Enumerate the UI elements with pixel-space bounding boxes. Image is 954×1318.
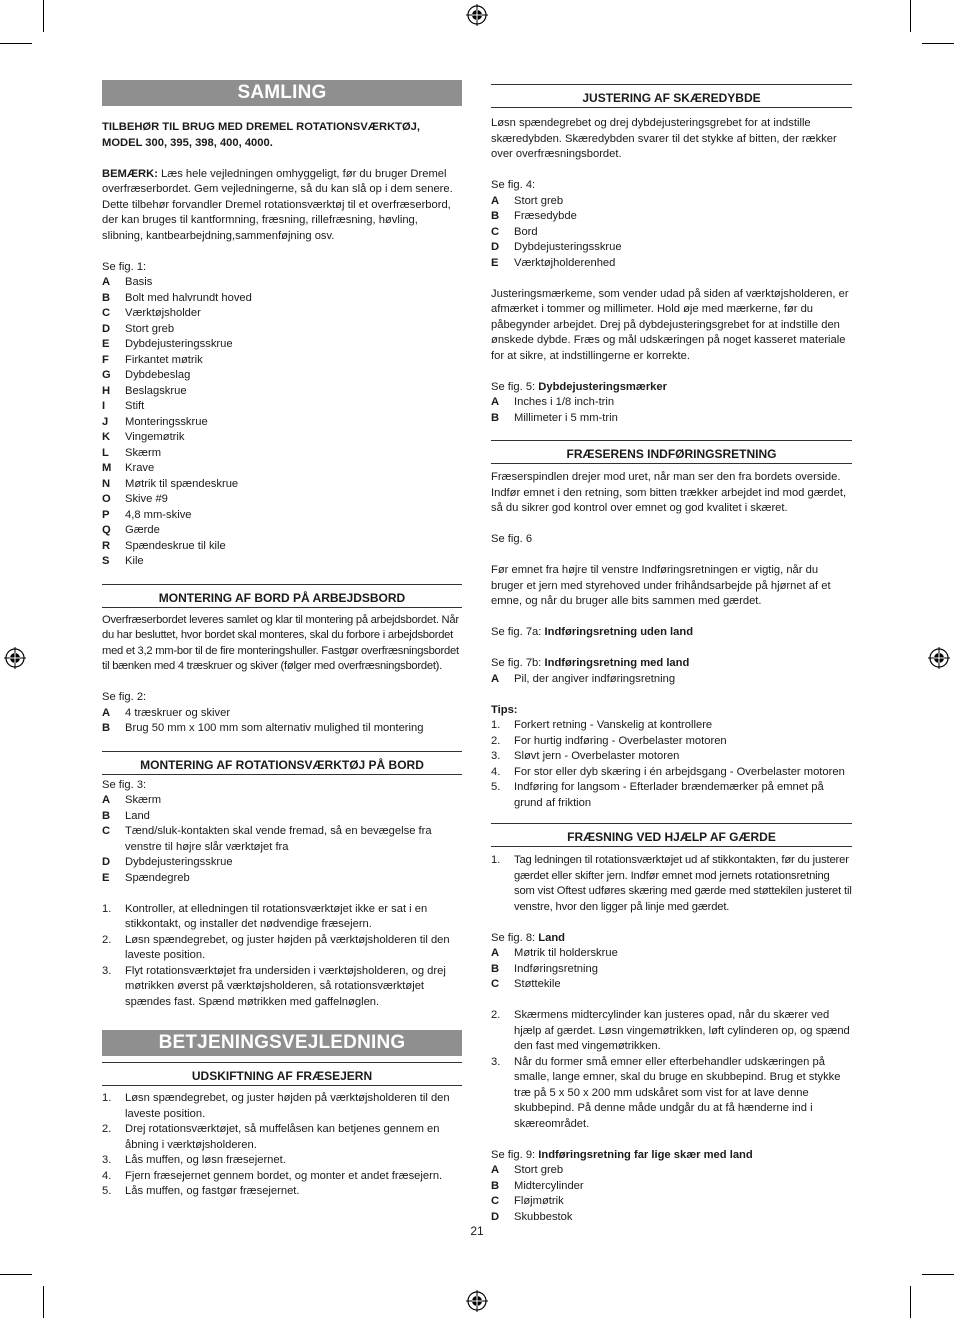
list-item bbox=[102, 322, 462, 338]
item-number: 2. bbox=[491, 734, 501, 747]
fig3-list bbox=[102, 793, 462, 886]
list-item bbox=[102, 384, 462, 400]
list-item bbox=[102, 291, 462, 307]
step-number: 1. bbox=[491, 854, 501, 866]
step-text: Tag ledningen til rotationsværktøjet ud af stikkontakten, før du justerer gærdet eller skifter jern. Indfør emnet mod jernets rotationsretning som vist Oftest udføres skæring med gærde med støttekilen justeret til venstre, hvor den ligger på linje med gærdet. bbox=[514, 854, 852, 913]
item-text: Møtrik til holderskrue bbox=[514, 947, 618, 959]
list-item bbox=[491, 256, 852, 272]
item-text: Gærde bbox=[125, 524, 160, 536]
crop-mark bbox=[910, 0, 911, 32]
item-label: C bbox=[491, 978, 500, 990]
note-label: BEMÆRK: bbox=[102, 167, 158, 180]
note-paragraph bbox=[102, 167, 462, 245]
crop-mark bbox=[43, 0, 44, 32]
registration-mark-icon bbox=[4, 647, 26, 669]
fig9-list bbox=[491, 1163, 852, 1225]
item-text: Stort greb bbox=[125, 322, 175, 335]
item-text: Midtercylinder bbox=[514, 1179, 584, 1192]
depth-text: Løsn spændegrebet og drej dybdejusteringsgrebet for at indstille skæredybden. Skæredybden svarer til det stykke af bitten, der rækker over overfræsningsbordet. bbox=[491, 117, 837, 160]
fig7b-ref-prefix: Se fig. 7b: bbox=[491, 657, 545, 669]
item-text: Inches i 1/8 inch-trin bbox=[514, 396, 615, 408]
list-item bbox=[491, 1179, 852, 1195]
item-text: Krave bbox=[125, 462, 155, 474]
item-text: Fløjmøtrik bbox=[514, 1195, 564, 1207]
item-text: Løsn spændegrebet, og juster højden på værktøjsholderen til den laveste position. bbox=[125, 1092, 450, 1120]
item-label: H bbox=[102, 384, 111, 397]
fig9-ref-prefix: Se fig. 9: bbox=[491, 1148, 539, 1161]
item-text: For hurtig indføring - Overbelaster motoren bbox=[514, 734, 727, 747]
list-item bbox=[102, 523, 462, 539]
item-number: 5. bbox=[102, 1185, 112, 1197]
fig7a-ref bbox=[491, 625, 852, 641]
depth-heading: JUSTERING AF SKÆREDYBDE bbox=[491, 84, 852, 108]
item-label: F bbox=[102, 353, 109, 366]
item-label: B bbox=[491, 210, 500, 222]
list-item bbox=[491, 1055, 852, 1133]
item-text: Fjern fræsejernet gennem bordet, og monter et andet fræsejern. bbox=[125, 1169, 443, 1182]
item-text: Skive #9 bbox=[125, 493, 168, 505]
item-text: Basis bbox=[125, 276, 153, 288]
fig6-ref: Se fig. 6 bbox=[491, 533, 533, 545]
page-number: 21 bbox=[470, 1224, 484, 1238]
item-text: Tænd/sluk-kontakten skal vende fremad, så en bevægelse fra venstre til højre slår værktøjet fra bbox=[125, 825, 432, 853]
item-text: Lås muffen, og fastgør fræsejernet. bbox=[125, 1185, 300, 1197]
item-text: Spændegreb bbox=[125, 871, 190, 884]
list-item bbox=[102, 554, 462, 570]
fig4-ref: Se fig. 4: bbox=[491, 179, 536, 191]
item-text: Dybdebeslag bbox=[125, 369, 191, 381]
item-number: 3. bbox=[102, 964, 112, 977]
note-text: Læs hele vejledningen omhyggeligt, før du bruger Dremel overfræserbordet. Gem vejledningerne, så du kan slå op i dem senere. Dette tilbehør forvandler Dremel rotationsværktøj til et overfræserbord, der kan bruges til kantformning, fræsning, rillefræsning, høvling, slibning, kantbearbejdning,sammenføjning osv. bbox=[102, 167, 453, 242]
list-item bbox=[491, 718, 852, 734]
list-item bbox=[491, 977, 852, 993]
fig8-ref-prefix: Se fig. 8: bbox=[491, 931, 539, 944]
item-label: B bbox=[491, 962, 500, 975]
list-item bbox=[102, 461, 462, 477]
fig2-ref: Se fig. 2: bbox=[102, 691, 147, 703]
item-text: Kile bbox=[125, 555, 144, 567]
item-number: 1. bbox=[102, 1092, 112, 1104]
fig7b-ref bbox=[491, 656, 852, 672]
list-item bbox=[102, 1091, 462, 1122]
mount-table-heading: MONTERING AF BORD PÅ ARBEJDSBORD bbox=[102, 584, 462, 608]
list-item bbox=[102, 446, 462, 462]
list-item bbox=[491, 946, 852, 962]
list-item bbox=[491, 1194, 852, 1210]
fig2-list bbox=[102, 706, 462, 737]
replace-heading: UDSKIFTNING AF FRÆSEJERN bbox=[102, 1062, 462, 1086]
item-number: 1. bbox=[102, 902, 112, 915]
list-item bbox=[102, 793, 462, 809]
list-item bbox=[102, 964, 462, 1011]
list-item bbox=[102, 809, 462, 825]
item-label: C bbox=[491, 1195, 500, 1207]
crop-mark bbox=[0, 1274, 32, 1275]
list-item bbox=[102, 353, 462, 369]
item-text: Spændeskrue til kile bbox=[125, 539, 226, 552]
list-item bbox=[491, 1210, 852, 1226]
fig7a-caption: Indføringsretning uden land bbox=[544, 626, 694, 638]
item-label: A bbox=[491, 1164, 500, 1176]
item-label: E bbox=[102, 871, 110, 884]
fig5-ref-prefix: Se fig. 5: bbox=[491, 380, 539, 393]
item-label: A bbox=[491, 396, 500, 408]
item-label: O bbox=[102, 493, 111, 505]
fig7a-ref-prefix: Se fig. 7a: bbox=[491, 626, 545, 638]
item-text: Bord bbox=[514, 225, 538, 238]
item-label: A bbox=[102, 276, 111, 288]
item-text: Når du former små emner eller efterbehandler udskæringen på smalle, lange emner, skal du bruge en skubbepind. Brug et stykke træ på 5 x 50 x 200 mm udskåret som vist for at lave denne skubbepind. På denne måde undgår du at få hænderne ind i skæreområdet. bbox=[514, 1055, 841, 1130]
item-text: Møtrik til spændeskrue bbox=[125, 477, 239, 490]
list-item bbox=[102, 368, 462, 384]
item-label: G bbox=[102, 369, 111, 381]
list-item bbox=[102, 721, 462, 737]
item-label: C bbox=[102, 825, 111, 837]
item-text: Stort greb bbox=[514, 194, 564, 207]
mount-tool-heading: MONTERING AF ROTATIONSVÆRKTØJ PÅ BORD bbox=[102, 751, 462, 775]
item-text: Millimeter i 5 mm-trin bbox=[514, 411, 618, 424]
item-number: 2. bbox=[102, 933, 112, 946]
item-text: 4,8 mm-skive bbox=[125, 508, 192, 521]
registration-mark-icon bbox=[466, 4, 488, 26]
list-item bbox=[491, 225, 852, 241]
crop-mark bbox=[0, 43, 32, 44]
accessories-heading: TILBEHØR TIL BRUG MED DREMEL ROTATIONSVÆRKTØJ, MODEL 300, 395, 398, 400, 4000. bbox=[102, 121, 421, 149]
item-label: A bbox=[491, 672, 500, 685]
replace-steps bbox=[102, 1091, 462, 1200]
list-item bbox=[102, 706, 462, 722]
fig8-list bbox=[491, 946, 852, 993]
list-item bbox=[102, 933, 462, 964]
fence-steps-2 bbox=[491, 1008, 852, 1132]
item-number: 3. bbox=[102, 1154, 112, 1166]
item-text: Firkantet møtrik bbox=[125, 353, 203, 366]
item-text: Fræsedybde bbox=[514, 210, 577, 222]
item-text: Pil, der angiver indføringsretning bbox=[514, 672, 676, 685]
mount-table-text: Overfræserbordet leveres samlet og klar til montering på arbejdsbordet. Når du har besluttet, hvor bordet skal monteres, skal du forbore i arbejdsbordet med et 3,2 mm-bor til de fire monteringshuller. Fastgør overfræsningsbordet til bænken med 4 træskruer og skiver (følger med overfræsningsbordet). bbox=[102, 613, 459, 672]
list-item bbox=[491, 194, 852, 210]
fig7b-caption: Indføringsretning med land bbox=[544, 657, 690, 669]
fig9-caption: Indføringsretning far lige skær med land bbox=[538, 1148, 753, 1161]
item-label: D bbox=[491, 241, 500, 253]
list-item bbox=[102, 1169, 462, 1185]
item-text: 4 træskruer og skiver bbox=[125, 706, 231, 719]
item-label: B bbox=[491, 1179, 500, 1192]
item-number: 4. bbox=[102, 1169, 112, 1182]
fig5-caption: Dybdejusteringsmærker bbox=[538, 380, 667, 393]
item-label: B bbox=[491, 411, 500, 424]
item-label: P bbox=[102, 508, 110, 521]
registration-mark-icon bbox=[928, 647, 950, 669]
feed-text-2: Før emnet fra højre til venstre Indføringsretningen er vigtig, når du bruger et jern med styrehoved under frihåndsarbejde på hjørnet af et emne, og når du bruger alle bits sammen med gærdet. bbox=[491, 564, 831, 607]
fig8-ref bbox=[491, 931, 852, 947]
item-label: I bbox=[102, 400, 106, 412]
list-item bbox=[491, 749, 852, 765]
list-item bbox=[102, 824, 462, 855]
crop-mark bbox=[910, 1286, 911, 1318]
fig5-ref bbox=[491, 380, 852, 396]
item-label: Q bbox=[102, 524, 111, 536]
crop-mark bbox=[922, 43, 954, 44]
item-label: C bbox=[102, 307, 111, 319]
fig5-list bbox=[491, 395, 852, 426]
samling-banner: SAMLING bbox=[102, 80, 462, 106]
item-text: Dybdejusteringsskrue bbox=[125, 338, 233, 350]
list-item bbox=[102, 508, 462, 524]
list-item bbox=[102, 1153, 462, 1169]
item-number: 1. bbox=[491, 719, 501, 731]
item-text: Værktøjsholder bbox=[125, 307, 201, 319]
item-number: 3. bbox=[491, 750, 501, 762]
item-label: D bbox=[491, 1210, 500, 1223]
fig9-ref bbox=[491, 1148, 852, 1164]
item-text: Skærm bbox=[125, 446, 162, 459]
item-number: 2. bbox=[102, 1123, 112, 1135]
left-column bbox=[102, 80, 462, 1200]
item-label: D bbox=[102, 322, 111, 335]
list-item bbox=[102, 430, 462, 446]
item-label: S bbox=[102, 555, 110, 567]
item-text: Skubbestok bbox=[514, 1210, 573, 1223]
item-label: N bbox=[102, 477, 111, 490]
list-item bbox=[102, 871, 462, 887]
list-item bbox=[491, 672, 852, 688]
depth-text-2: Justeringsmærkeme, som vender udad på siden af værktøjsholderen, er afmærket i tommer og millimeter. Hold øje med mærkerne, før du påbegynder arbejdet. Drej på dybdejusteringsgrebet for at indstille den ønskede dybde. Fræs og mål udskæringen på noget kasseret materiale for at sikre, at indstillingerne er korrekte. bbox=[491, 287, 849, 362]
item-number: 2. bbox=[491, 1009, 501, 1021]
item-number: 4. bbox=[491, 765, 501, 778]
fig8-caption: Land bbox=[538, 931, 565, 944]
list-item bbox=[491, 395, 852, 411]
item-label: K bbox=[102, 431, 111, 443]
item-text: Skærmens midtercylinder kan justeres opad, når du skærer ved hjælp af gærdet. Løsn vingemøtrikken, løft cylinderen op, og spænd den fast med vingemøtrikken. bbox=[514, 1009, 850, 1052]
list-item bbox=[491, 209, 852, 225]
item-label: L bbox=[102, 446, 109, 459]
item-text: Monteringsskrue bbox=[125, 415, 208, 428]
list-item bbox=[102, 492, 462, 508]
item-text: Kontroller, at elledningen til rotationsværktøjet ikke er sat i en stikkontakt, og installer det nødvendige fræsejern. bbox=[125, 902, 428, 930]
list-item bbox=[102, 539, 462, 555]
item-label: J bbox=[102, 415, 109, 428]
item-text: Stift bbox=[125, 400, 145, 412]
item-label: C bbox=[491, 225, 500, 238]
item-label: A bbox=[102, 706, 111, 719]
fence-heading: FRÆSNING VED HJÆLP AF GÆRDE bbox=[491, 823, 852, 847]
list-item bbox=[491, 962, 852, 978]
item-label: D bbox=[102, 856, 111, 868]
mount-tool-steps bbox=[102, 902, 462, 1011]
list-item bbox=[102, 902, 462, 933]
list-item bbox=[491, 734, 852, 750]
item-label: M bbox=[102, 462, 112, 474]
tips-label: Tips: bbox=[491, 703, 518, 716]
crop-mark bbox=[922, 1274, 954, 1275]
item-label: A bbox=[491, 947, 500, 959]
item-text: Flyt rotationsværktøjet fra undersiden i værktøjsholderen, og drej møtrikken øverst på værktøjsholderen, så rotationsværktøjet spændes fast. Spænd møtrikken med gaffelnøglen. bbox=[125, 964, 446, 1008]
fig7b-list bbox=[491, 672, 852, 688]
item-label: E bbox=[491, 256, 499, 269]
list-item bbox=[491, 1163, 852, 1179]
fence-step-1 bbox=[491, 853, 852, 915]
item-text: Drej rotationsværktøjet, så muffelåsen kan betjenes gennem en åbning i værktøjsholderen. bbox=[125, 1123, 440, 1151]
list-item bbox=[102, 415, 462, 431]
item-text: Bolt med halvrundt hoved bbox=[125, 291, 252, 304]
list-item bbox=[491, 780, 852, 811]
list-item bbox=[102, 275, 462, 291]
fig3-ref: Se fig. 3: bbox=[102, 778, 147, 791]
tips-list bbox=[491, 718, 852, 811]
list-item bbox=[491, 1008, 852, 1055]
item-text: Indføringsretning bbox=[514, 962, 598, 975]
list-item bbox=[102, 1184, 462, 1200]
item-text: Forkert retning - Vanskelig at kontrollere bbox=[514, 719, 713, 731]
feed-text: Fræserspindlen drejer mod uret, når man ser den fra bordets overside. Indfør emnet i den retning, som bitten trækker arbejdet ind mod gærdet, så du sikrer god kontrol over emnet og god kvalitet i skæret. bbox=[491, 471, 847, 514]
item-text: For stor eller dyb skæring i én arbejdsgang - Overbelaster motoren bbox=[514, 765, 845, 778]
fig1-list bbox=[102, 275, 462, 570]
list-item bbox=[102, 1122, 462, 1153]
list-item bbox=[102, 477, 462, 493]
item-text: Stort greb bbox=[514, 1164, 564, 1176]
item-text: Sløvt jern - Overbelaster motoren bbox=[514, 750, 680, 762]
registration-mark-icon bbox=[466, 1290, 488, 1312]
list-item bbox=[491, 240, 852, 256]
item-label: B bbox=[102, 809, 111, 822]
item-text: Løsn spændegrebet, og juster højden på værktøjsholderen til den laveste position. bbox=[125, 933, 450, 961]
item-text: Værktøjholderenhed bbox=[514, 256, 616, 269]
item-text: Skærm bbox=[125, 794, 162, 806]
item-text: Dybdejusteringsskrue bbox=[514, 241, 622, 253]
item-text: Beslagskrue bbox=[125, 384, 187, 397]
item-label: B bbox=[102, 722, 111, 734]
item-label: E bbox=[102, 338, 110, 350]
list-item bbox=[102, 306, 462, 322]
item-label: A bbox=[102, 794, 111, 806]
item-text: Indføring for langsom - Efterlader brændemærker på emnet på grund af friktion bbox=[514, 781, 824, 809]
list-item bbox=[491, 411, 852, 427]
item-text: Støttekile bbox=[514, 978, 561, 990]
fig4-list bbox=[491, 194, 852, 272]
item-text: Vingemøtrik bbox=[125, 431, 185, 443]
item-label: A bbox=[491, 194, 500, 207]
list-item bbox=[491, 765, 852, 781]
item-label: R bbox=[102, 539, 111, 552]
list-item bbox=[102, 337, 462, 353]
item-number: 5. bbox=[491, 781, 501, 793]
item-text: Land bbox=[125, 809, 150, 822]
item-text: Lås muffen, og løsn fræsejernet. bbox=[125, 1154, 286, 1166]
item-number: 3. bbox=[491, 1055, 501, 1068]
fig1-ref: Se fig. 1: bbox=[102, 260, 147, 273]
item-label: B bbox=[102, 291, 111, 304]
list-item bbox=[102, 855, 462, 871]
betjening-banner: BETJENINGSVEJLEDNING bbox=[102, 1030, 462, 1056]
feed-heading: FRÆSERENS INDFØRINGSRETNING bbox=[491, 440, 852, 464]
crop-mark bbox=[43, 1286, 44, 1318]
list-item bbox=[102, 399, 462, 415]
item-text: Brug 50 mm x 100 mm som alternativ mulighed til montering bbox=[125, 722, 424, 734]
item-text: Dybdejusteringsskrue bbox=[125, 856, 233, 868]
right-column bbox=[491, 84, 852, 1225]
